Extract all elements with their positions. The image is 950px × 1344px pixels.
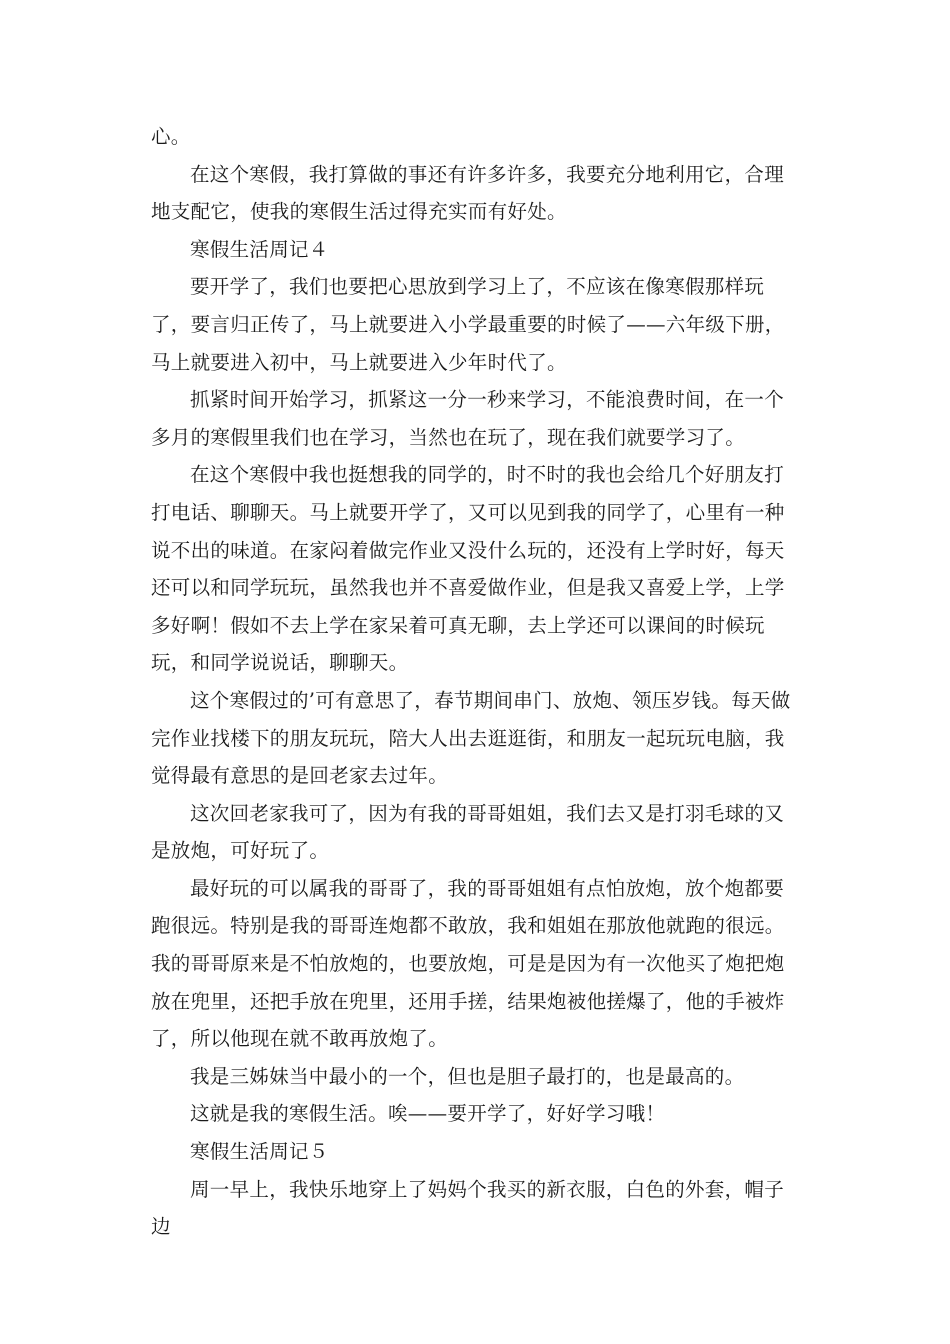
paragraph: 最好玩的可以属我的哥哥了，我的哥哥姐姐有点怕放炮，放个炮都要跑很远。特别是我的哥哥连炮都不敢放，我和姐姐在那放他就跑的很远。我的哥哥原来是不怕放炮的，也要放炮，可是是因为有一次他买了炮把炮放在兜里，还把手放在兜里，还用手搓，结果炮被他搓爆了，他的手被炸了，所以他现在就不敢再放炮了。: [151, 876, 785, 1051]
paragraph: 这次回老家我可了，因为有我的哥哥姐姐，我们去又是打羽毛球的又是放炮，可好玩了。: [151, 801, 785, 863]
paragraph: 在这个寒假中我也挺想我的同学的，时不时的我也会给几个好朋友打打电话、聊聊天。马上就要开学了，又可以见到我的同学了，心里有一种说不出的味道。在家闷着做完作业又没什么玩的，还没有上学时好，每天还可以和同学玩玩，虽然我也并不喜爱做作业，但是我又喜爱上学，上学多好啊！假如不去上学在家呆着可真无聊，去上学还可以课间的时候玩玩，和同学说说话，聊聊天。: [151, 463, 785, 675]
paragraph: 我是三姊妹当中最小的一个，但也是胆子最打的，也是最高的。: [190, 1064, 745, 1088]
paragraph: 周一早上，我快乐地穿上了妈妈个我买的新衣服，白色的外套，帽子边: [151, 1177, 785, 1239]
section-heading-journal-5: 寒假生活周记５: [190, 1140, 329, 1164]
section-heading-journal-4: 寒假生活周记４: [190, 237, 329, 261]
paragraph-continuation: 心。: [151, 125, 191, 148]
paragraph: 这就是我的寒假生活。唉——要开学了，好好学习哦！: [190, 1102, 666, 1126]
paragraph: 这个寒假过的’可有意思了，春节期间串门、放炮、领压岁钱。每天做完作业找楼下的朋友玩玩，陪大人出去逛逛街，和朋友一起玩玩电脑，我觉得最有意思的是回老家去过年。: [151, 688, 791, 788]
paragraph: 抓紧时间开始学习，抓紧这一分一秒来学习，不能浪费时间，在一个多月的寒假里我们也在学习，当然也在玩了，现在我们就要学习了。: [151, 388, 785, 449]
document-body: [151, 118, 791, 1246]
paragraph: 要开学了，我们也要把心思放到学习上了，不应该在像寒假那样玩了，要言归正传了，马上就要进入小学最重要的时候了——六年级下册，马上就要进入初中，马上就要进入少年时代了。: [151, 275, 785, 374]
paragraph: 在这个寒假，我打算做的事还有许多许多，我要充分地利用它，合理地支配它，使我的寒假生活过得充实而有好处。: [151, 162, 785, 224]
